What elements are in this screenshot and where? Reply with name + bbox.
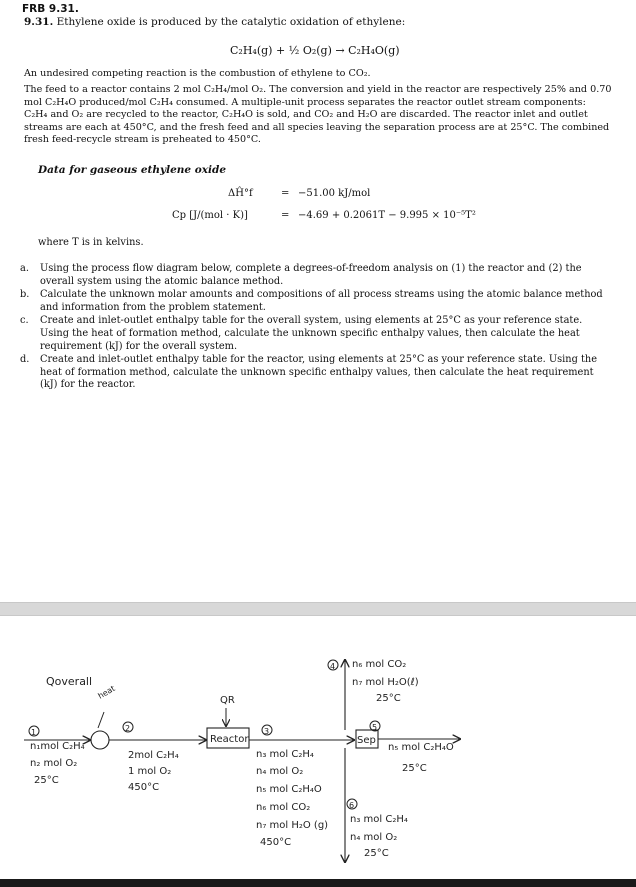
separator-label: Sep [357,735,376,746]
mixer-node [91,731,109,749]
stream-3-line: n₃ mol C₂H₄ [256,749,314,760]
stream-3-number: 3 [264,727,270,736]
question-item: b. Calculate the unknown molar amounts and compositions of all process streams using the atomic balance method and information from the problem statement. [20,289,603,313]
stream-3-line: n₅ mol C₂H₄O [256,784,322,795]
heat-arrow [98,712,104,728]
stream-4-line: n₆ mol CO₂ [352,659,407,670]
stream-1-line: n₁mol C₂H₄ [30,741,85,752]
question-list [20,263,610,393]
question-item: a. Using the process flow diagram below, complete a degrees-of-freedom analysis on (1) the reactor and (2) the overall system using the atomic balance method. [20,263,582,287]
reactor-label: Reactor [210,734,249,745]
dhf-label: ΔĤ°f [228,188,253,199]
stream-1-line: 25°C [34,775,59,786]
question-item: d. Create and inlet-outlet enthalpy table for the reactor, using elements at 25°C as your reference state. Using the heat of formation method, calculate the unknown specific enthalpy values, then calculate the heat requirement (kJ) for the reactor. [20,354,598,391]
stream-4-number: 4 [330,662,336,671]
stream-1-line: n₂ mol O₂ [30,758,78,769]
data-table-title: Data for gaseous ethylene oxide [38,164,227,176]
stream-2-line: 450°C [128,782,160,793]
dhf-value: −51.00 kJ/mol [298,188,371,199]
where-note: where T is in kelvins. [38,237,144,248]
stream-3-line: 450°C [260,837,292,848]
heat-label: heat [96,683,117,701]
problem-number: 9.31. [24,16,54,28]
cp-value: −4.69 + 0.2061T − 9.995 × 10⁻⁵T² [298,210,476,221]
paragraph-process-description: The feed to a reactor contains 2 mol C₂H₄/mol O₂. The conversion and yield in the reactor are respectively 25% and 0.70 mol C₂H₄O produced/mol C₂H₄ consumed. A multiple-unit process separates the reactor outlet stream components: C₂H₄ and O₂ are recycled to the reactor, C₂H₄O is sold, and CO₂ and H₂O are discarded. The reactor inlet and outlet streams are each at 450°C, and the fresh feed and all species leaving the separation process are at 25°C. The combined fresh feed-recycle stream is preheated to 450°C. [24,84,612,146]
stream-3-line: n₆ mol CO₂ [256,802,311,813]
stream-6-line: n₃ mol C₂H₄ [350,814,408,825]
problem-header: FRB 9.31. [22,3,79,15]
question-item: c. Create and inlet-outlet enthalpy table for the overall system, using elements at 25°C as your reference state. Using the heat of formation method, calculate the unknown specific enthalpy values, then calculate the heat requirement (kJ) for the overall system. [20,315,583,352]
paragraph-side-reaction: An undesired competing reaction is the combustion of ethylene to CO₂. [24,68,371,79]
stream-6-number: 6 [349,801,355,810]
problem-text: Ethylene oxide is produced by the catalytic oxidation of ethylene: [56,16,406,28]
stream-2-number: 2 [125,724,131,733]
stream-3-line: n₄ mol O₂ [256,766,304,777]
bottom-edge-bar [0,879,636,887]
dhf-equals: = [281,188,290,199]
stream-5-number: 5 [372,723,378,732]
qoverall-label: Qoverall [46,675,93,688]
problem-statement [24,16,405,28]
stream-3-line: n₇ mol H₂O (g) [256,820,329,831]
stream-5-line: n₅ mol C₂H₄O [388,742,454,753]
stream-6-line: 25°C [364,848,389,859]
stream-1-number: 1 [31,728,37,737]
process-flow-sketch [0,614,636,879]
stream-6-line: n₄ mol O₂ [350,832,398,843]
stream-5-line: 25°C [402,763,427,774]
stream-2-line: 1 mol O₂ [128,766,172,777]
cp-label: Cp [J/(mol · K)] [172,210,248,221]
stream-4-line: n₇ mol H₂O(ℓ) [352,677,419,688]
reaction-equation: C₂H₄(g) + ½ O₂(g) → C₂H₄O(g) [230,44,400,57]
qr-label: QR [220,695,235,706]
cp-equals: = [281,210,290,221]
stream-4-line: 25°C [376,693,401,704]
stream-2-line: 2mol C₂H₄ [128,750,179,761]
